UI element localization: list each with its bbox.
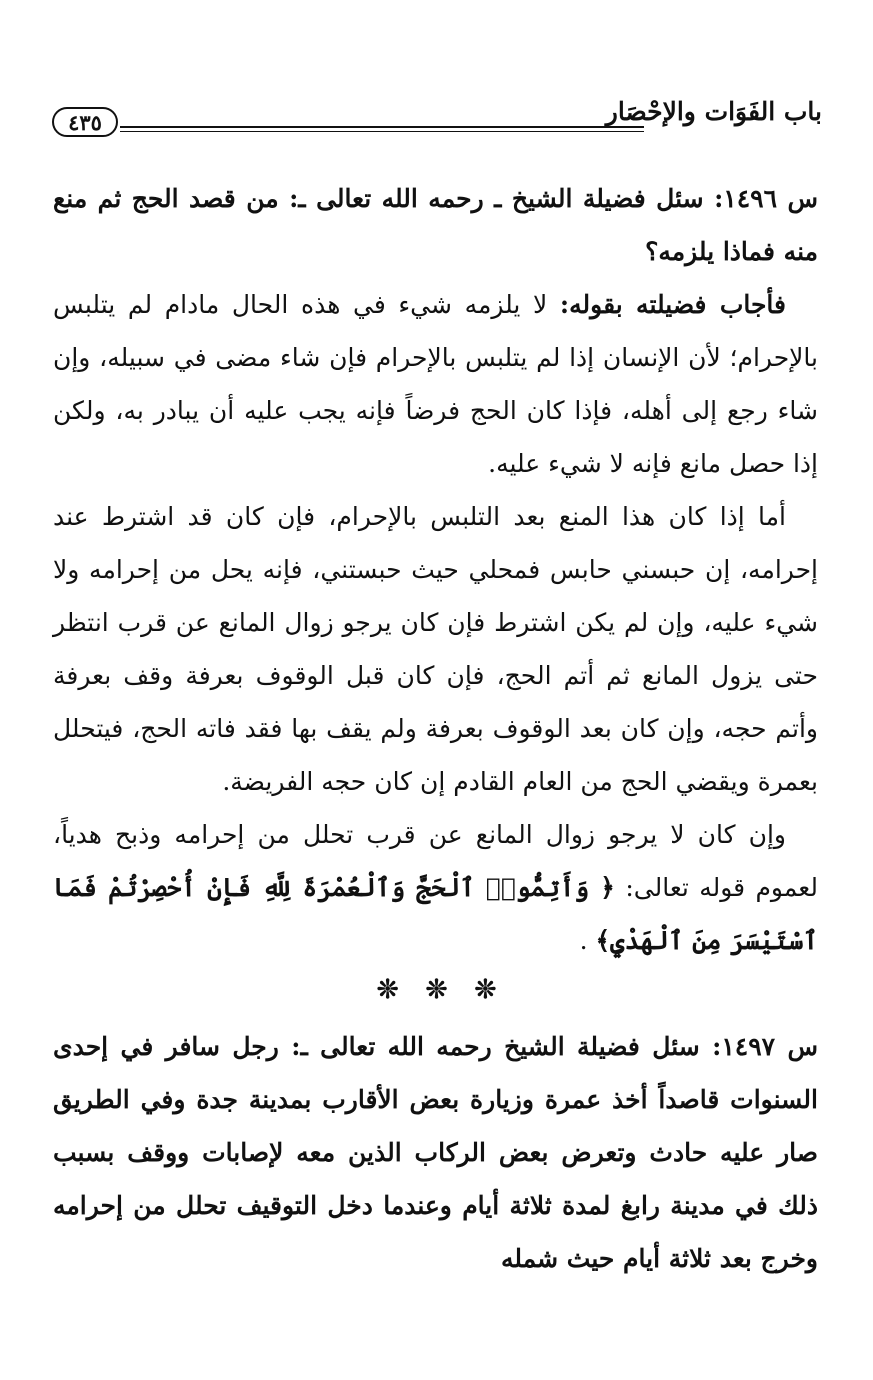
fatwa-1496 <box>53 172 818 967</box>
question-number: س ١٤٩٦: <box>714 184 818 213</box>
header-rule <box>120 126 644 128</box>
question-1496 <box>53 172 818 278</box>
question-1497 <box>53 1020 818 1285</box>
quran-verse: ﴿ وَأَتِمُّوا۟ ٱلْحَجَّ وَٱلْعُمْرَةَ لِلَّهِ فَإِنْ أُحْصِرْتُمْ فَمَا ٱسْتَيْسَرَ مِنَ ٱلْهَدْيِ﴾ <box>53 873 818 955</box>
answer-paragraph-3 <box>53 808 818 967</box>
end-mark: . <box>579 926 588 955</box>
running-title: باب الفَوَات والإحْصَار <box>605 97 822 126</box>
question-number: س ١٤٩٧: <box>712 1032 818 1061</box>
answer-text-3: وإن كان لا يرجو زوال المانع عن قرب تحلل من إحرامه وذبح هدياً، لعموم قوله تعالى: <box>53 820 818 902</box>
answer-paragraph <box>53 278 818 490</box>
section-separator: ❊ ❊ ❊ <box>376 975 497 1005</box>
header-rule-thin <box>120 131 644 132</box>
question-text: سئل فضيلة الشيخ رحمه الله تعالى ـ: رجل سافر في إحدى السنوات قاصداً أخذ عمرة وزيارة بعض الأقارب بمدينة جدة وفي الطريق صار عليه حادث وتعرض بعض الركاب الذين معه لإصابات ووقف بسبب ذلك في مدينة رابغ لمدة ثلاثة أيام وعندما دخل التوقيف تحلل من إحرامه وخرج بعد ثلاثة أيام حيث شمله <box>53 1032 818 1273</box>
answer-lead: فأجاب فضيلته بقوله: <box>559 290 787 319</box>
fatwa-1497 <box>53 1020 818 1285</box>
page-header <box>52 95 822 141</box>
question-text: سئل فضيلة الشيخ ـ رحمه الله تعالى ـ: من قصد الحج ثم منع منه فماذا يلزمه؟ <box>53 184 818 266</box>
answer-text: لا يلزمه شيء في هذه الحال مادام لم يتلبس بالإحرام؛ لأن الإنسان إذا لم يتلبس بالإحرام فإن شاء مضى في سبيله، وإن شاء رجع إلى أهله، فإذا كان الحج فرضاً فإنه يجب عليه أن يبادر به، ولكن إذا حصل مانع فإنه لا شيء عليه. <box>53 290 818 478</box>
page-number: ٤٣٥ <box>52 107 118 137</box>
answer-paragraph-2: أما إذا كان هذا المنع بعد التلبس بالإحرام، فإن كان قد اشترط عند إحرامه، إن حبسني حابس فمحلي حيث حبستني، فإنه يحل من إحرامه ولا شيء عليه، وإن لم يكن اشترط فإن كان يرجو زوال المانع عن قرب انتظر حتى يزول المانع ثم أتم الحج، فإن كان قبل الوقوف بعرفة وقف بعرفة وأتم حجه، وإن كان بعد الوقوف بعرفة ولم يقف بها فقد فاته الحج، فيتحلل بعمرة ويقضي الحج من العام القادم إن كان حجه الفريضة. <box>53 502 818 796</box>
